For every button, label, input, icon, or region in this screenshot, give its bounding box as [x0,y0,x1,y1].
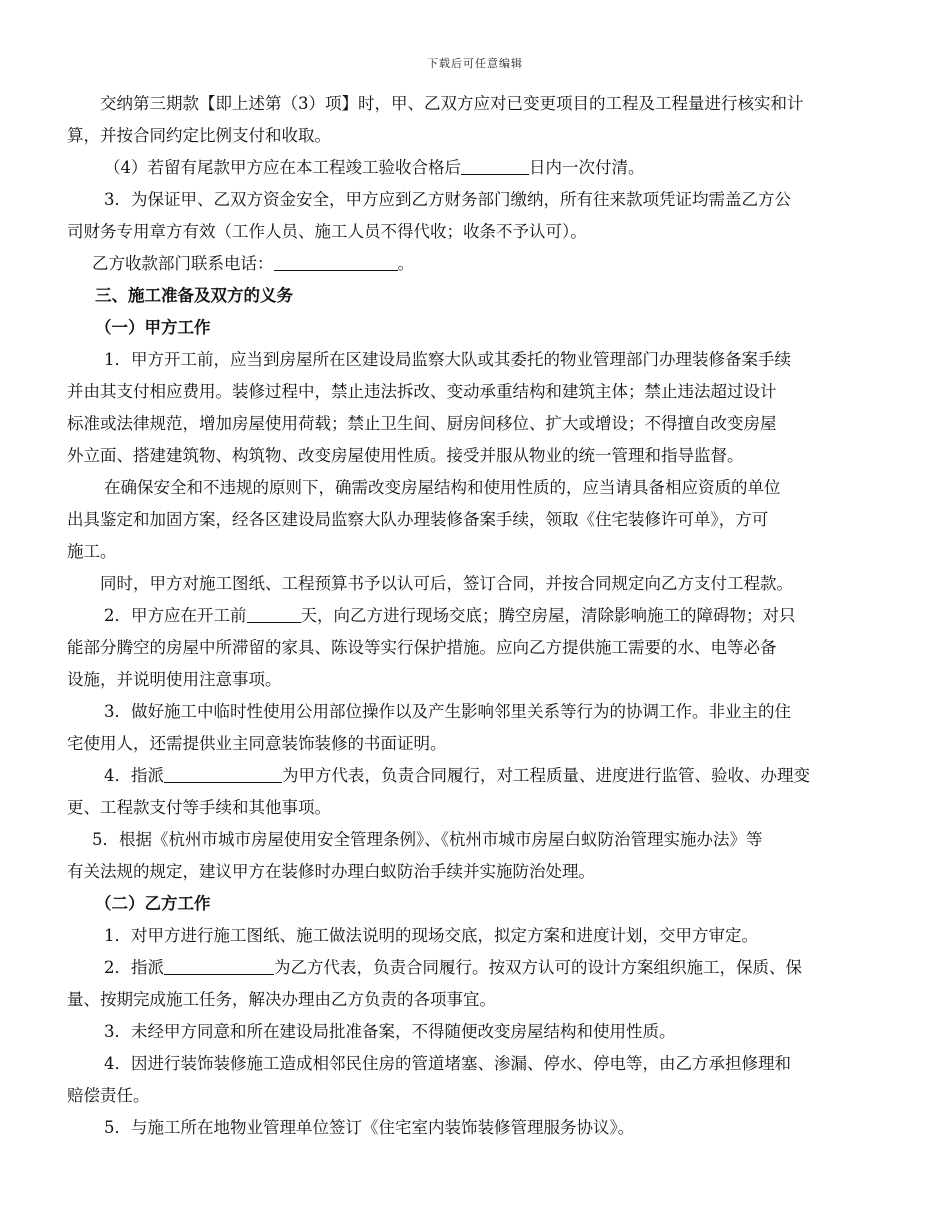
paragraph-line: 设施，并说明使用注意事项。 [67,670,282,689]
paragraph-line: 能部分腾空的房屋中所滞留的家具、陈设等实行保护措施。应向乙方提供施工需要的水、电等必备 [67,638,777,657]
section-heading: 三、施工准备及双方的义务 [95,286,293,305]
paragraph-line: 标准或法律规范，增加房屋使用荷载；禁止卫生间、厨房间移位、扩大或增设；不得擅自改变房屋 [67,414,777,433]
text-segment: 为甲方代表，负责合同履行，对工程质量、进度进行监管、验收、办理变 [282,766,810,785]
text-segment: 4．指派 [104,766,164,785]
paragraph-line: 量、按期完成施工任务，解决办理由乙方负责的各项事宜。 [67,990,496,1009]
paragraph-line: 施工。 [67,542,117,561]
paragraph-line: 宅使用人，还需提供业主同意装饰装修的书面证明。 [67,734,447,753]
text-segment: 为乙方代表，负责合同履行。按双方认可的设计方案组织施工，保质、保 [274,958,802,977]
paragraph-line: 交纳第三期款【即上述第（3）项】时，甲、乙双方应对已变更项目的工程及工程量进行核实和计 [100,94,804,113]
page-header: 下载后可任意编辑 [427,57,523,70]
paragraph-line: 出具鉴定和加固方案，经各区建设局监察大队办理装修备案手续，领取《住宅装修许可单》，方可 [67,510,769,529]
paragraph-line: 算，并按合同约定比例支付和收取。 [67,126,331,145]
paragraph-line: 赔偿责任。 [67,1086,150,1105]
paragraph-line: 在确保安全和不违规的原则下，确需改变房屋结构和使用性质的，应当请具备相应资质的单位 [104,478,781,497]
paragraph-line [67,760,887,792]
paragraph-line: 4．因进行装饰装修施工造成相邻民住房的管道堵塞、渗漏、停水、停电等，由乙方承担修理和 [104,1054,791,1073]
document-body [67,88,887,1144]
subsection-heading: （一）甲方工作 [95,318,211,337]
fill-in-blank[interactable] [247,604,301,623]
paragraph-line: 并由其支付相应费用。装修过程中，禁止违法拆改、变动承重结构和建筑主体；禁止违法超过设计 [67,382,777,401]
fill-in-blank[interactable] [164,764,282,783]
fill-in-blank[interactable] [461,156,529,175]
paragraph-line: 1．甲方开工前，应当到房屋所在区建设局监察大队或其委托的物业管理部门办理装修备案手续 [104,350,791,369]
text-segment: 2．指派 [104,958,164,977]
text-segment: （4）若留有尾款甲方应在本工程竣工验收合格后 [104,158,461,177]
paragraph-line: 3．未经甲方同意和所在建设局批准备案，不得随便改变房屋结构和使用性质。 [104,1022,676,1041]
subsection-heading: （二）乙方工作 [95,894,211,913]
text-segment: 天，向乙方进行现场交底；腾空房屋，清除影响施工的障碍物；对只 [300,606,796,625]
text-segment: 日内一次付清。 [529,158,645,177]
paragraph-line: 5．根据《杭州市城市房屋使用安全管理条例》、《杭州市城市房屋白蚁防治管理实施办法》等 [92,830,763,849]
text-segment: 乙方收款部门联系电话： [92,254,274,273]
paragraph-line: 3．做好施工中临时性使用公用部位操作以及产生影响邻里关系等行为的协调工作。非业主的住 [104,702,791,721]
paragraph-line [67,952,887,984]
paragraph-line: 更、工程款支付等手续和其他事项。 [67,798,331,817]
fill-in-blank[interactable] [274,252,398,271]
fill-in-blank[interactable] [164,956,274,975]
text-segment: 2．甲方应在开工前 [104,606,247,625]
paragraph-line: 有关法规的规定，建议甲方在装修时办理白蚁防治手续并实施防治处理。 [67,862,595,881]
paragraph-line: 3．为保证甲、乙双方资金安全，甲方应到乙方财务部门缴纳，所有往来款项凭证均需盖乙方公 [104,190,791,209]
paragraph-line: 1．对甲方进行施工图纸、施工做法说明的现场交底，拟定方案和进度计划，交甲方审定。 [104,926,758,945]
text-segment: 。 [397,254,414,273]
paragraph-line: 外立面、搭建建筑物、构筑物、改变房屋使用性质。接受并服从物业的统一管理和指导监督。 [67,446,744,465]
paragraph-line [67,248,887,280]
paragraph-line [67,152,887,184]
paragraph-line: 司财务专用章方有效（工作人员、施工人员不得代收；收条不予认可）。 [67,222,587,241]
paragraph-line [67,600,887,632]
paragraph-line: 同时，甲方对施工图纸、工程预算书予以认可后，签订合同，并按合同规定向乙方支付工程款。 [100,574,793,593]
paragraph-line: 5．与施工所在地物业管理单位签订《住宅室内装饰装修管理服务协议》。 [104,1118,635,1137]
